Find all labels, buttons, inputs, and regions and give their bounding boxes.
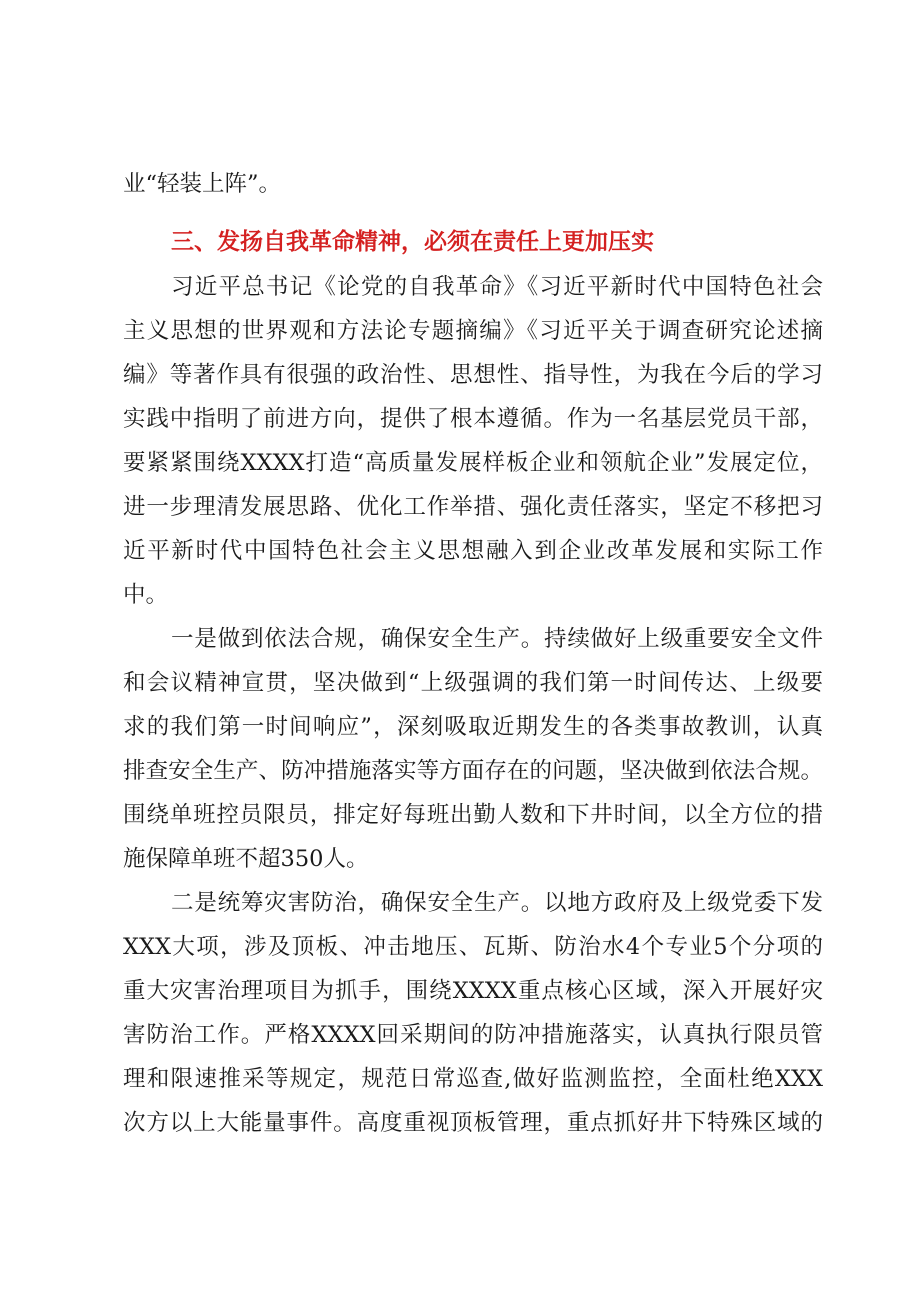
paragraph-line: 二是统筹灾害防治，确保安全生产。以地方政府及上级党委下发 [171, 890, 823, 916]
paragraph-line: 编》等著作具有很强的政治性、思想性、指导性，为我在今后的学习 [123, 362, 823, 388]
section-heading: 三、发扬自我革命精神，必须在责任上更加压实 [171, 229, 654, 255]
paragraph-line: 进一步理清发展思路、优化工作举措、强化责任落实，坚定不移把习 [123, 494, 823, 520]
paragraph-line: 一是做到依法合规，确保安全生产。持续做好上级重要安全文件 [171, 626, 823, 652]
paragraph-line: 围绕单班控员限员，排定好每班出勤人数和下井时间，以全方位的措 [123, 802, 823, 828]
paragraph-line: 中。 [123, 582, 169, 608]
paragraph-line: 重大灾害治理项目为抓手，围绕XXXX重点核心区域，深入开展好灾 [123, 978, 823, 1004]
paragraph-line: 次方以上大能量事件。高度重视顶板管理，重点抓好井下特殊区域的 [123, 1110, 823, 1136]
paragraph-line: 和会议精神宣贯，坚决做到“上级强调的我们第一时间传达、上级要 [123, 670, 823, 696]
paragraph-line: 近平新时代中国特色社会主义思想融入到企业改革发展和实际工作 [123, 538, 823, 564]
paragraph-line: 习近平总书记《论党的自我革命》《习近平新时代中国特色社会 [171, 274, 823, 300]
paragraph-line: XXX大项，涉及顶板、冲击地压、瓦斯、防治水4个专业5个分项的 [123, 934, 823, 960]
paragraph-line: 实践中指明了前进方向，提供了根本遵循。作为一名基层党员干部， [123, 406, 823, 432]
paragraph-line: 理和限速推采等规定，规范日常巡查,做好监测监控，全面杜绝XXX [123, 1066, 823, 1092]
paragraph-line: 要紧紧围绕XXXX打造“高质量发展样板企业和领航企业”发展定位， [123, 450, 823, 476]
paragraph-line: 排查安全生产、防冲措施落实等方面存在的问题，坚决做到依法合规。 [123, 758, 823, 784]
paragraph-line: 施保障单班不超350人。 [123, 846, 369, 872]
paragraph-line: 求的我们第一时间响应”，深刻吸取近期发生的各类事故教训，认真 [123, 714, 823, 740]
paragraph-line: 害防治工作。严格XXXX回采期间的防冲措施落实，认真执行限员管 [123, 1022, 823, 1048]
paragraph-line: 主义思想的世界观和方法论专题摘编》《习近平关于调查研究论述摘 [123, 318, 823, 344]
continuation-line: 业“轻装上阵”。 [123, 171, 282, 197]
